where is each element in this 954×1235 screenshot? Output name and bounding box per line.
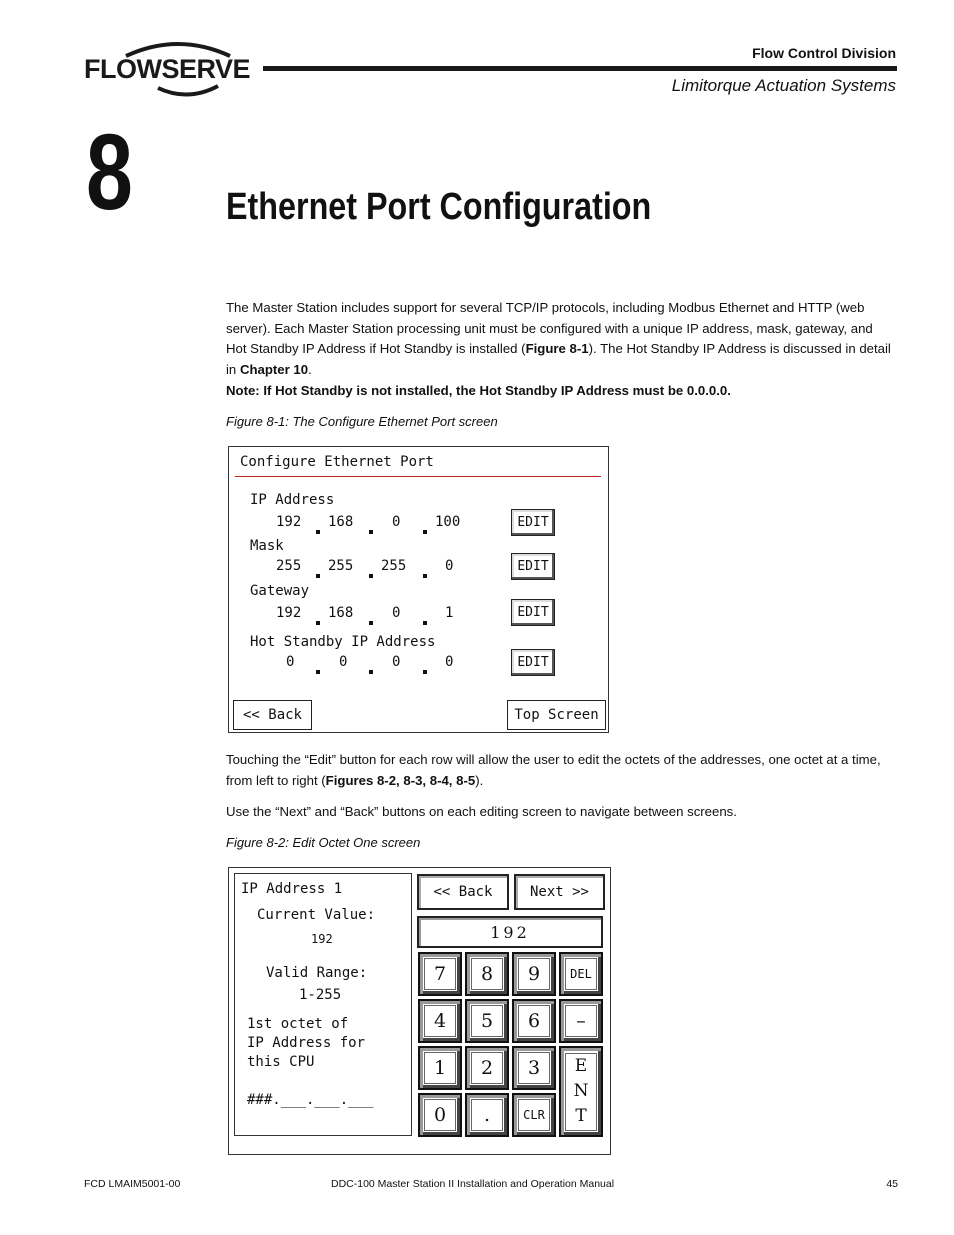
title-underline (235, 476, 601, 477)
key-7[interactable] (418, 952, 462, 996)
octet-value: 168 (328, 514, 354, 530)
mask-label: Mask (250, 538, 284, 554)
edit-hot-standby-button[interactable]: EDIT (511, 649, 555, 676)
intro-text-3: . (308, 361, 312, 377)
key-0-label: 0 (424, 1099, 456, 1131)
key-0[interactable] (418, 1093, 462, 1137)
octet-separator (369, 621, 373, 625)
octet-value: 192 (276, 514, 302, 530)
figure-2-caption: Figure 8-2: Edit Octet One screen (226, 835, 421, 850)
current-value-label: Current Value: (257, 907, 376, 923)
hot-standby-note: Note: If Hot Standby is not installed, the Hot Standby IP Address must be 0.0.0.0. (226, 383, 731, 398)
octet-separator (369, 670, 373, 674)
octet-value: 0 (286, 654, 295, 670)
configure-ethernet-port-screen (228, 446, 609, 733)
key-1-label: 1 (424, 1052, 456, 1084)
key-del[interactable] (559, 952, 603, 996)
octet-value: 192 (276, 605, 302, 621)
footer-doc-code: FCD LMAIM5001-00 (84, 1178, 181, 1190)
screen-title: Configure Ethernet Port (240, 454, 434, 470)
figure-1-caption: Figure 8-1: The Configure Ethernet Port screen (226, 414, 498, 429)
current-value: 192 (311, 932, 333, 946)
octet-separator (316, 621, 320, 625)
next-button[interactable]: Next >> (514, 874, 605, 910)
key-2-label: 2 (471, 1052, 503, 1084)
key-7-label: 7 (424, 958, 456, 990)
info-panel (234, 873, 412, 1136)
key-6-label: 6 (518, 1005, 550, 1037)
key-clr[interactable] (512, 1093, 556, 1137)
edit-mask-button[interactable]: EDIT (511, 553, 555, 580)
key-8-label: 8 (471, 958, 503, 990)
octet-pattern: ###.___.___.___ (247, 1092, 374, 1108)
panel-title: IP Address 1 (241, 881, 343, 897)
touch-figure-ref: Figures 8-2, 8-3, 8-4, 8-5 (325, 772, 476, 788)
intro-paragraph (226, 298, 896, 380)
key-5[interactable] (465, 999, 509, 1043)
ent-letter: E (574, 1055, 588, 1076)
key-4-label: 4 (424, 1005, 456, 1037)
intro-text-2: ). The Hot Standby IP Address is discussed in detail in (226, 341, 891, 377)
key-minus-label: – (565, 1005, 597, 1037)
key-8[interactable] (465, 952, 509, 996)
octet-separator (423, 621, 427, 625)
octet-value: 255 (276, 558, 302, 574)
intro-chapter-ref: Chapter 10 (239, 361, 309, 377)
key-9-label: 9 (518, 958, 550, 990)
octet-value: 0 (445, 558, 454, 574)
key-clr-label: CLR (518, 1099, 550, 1131)
description-line-2: IP Address for (247, 1035, 366, 1051)
octet-value: 255 (328, 558, 354, 574)
octet-separator (369, 530, 373, 534)
key-del-label: DEL (565, 958, 597, 990)
back-button[interactable]: << Back (417, 874, 509, 910)
key-dot[interactable] (465, 1093, 509, 1137)
key-enter[interactable] (559, 1046, 603, 1137)
key-5-label: 5 (471, 1005, 503, 1037)
key-4[interactable] (418, 999, 462, 1043)
key-enter-label (565, 1053, 597, 1131)
octet-separator (316, 530, 320, 534)
octet-separator (369, 574, 373, 578)
ent-letter: N (573, 1080, 589, 1101)
octet-value: 255 (381, 558, 407, 574)
footer-manual-title: DDC-100 Master Station II Installation and Operation Manual (331, 1178, 615, 1190)
key-3-label: 3 (518, 1052, 550, 1084)
touch-text-1: Touching the “Edit” button for each row will allow the user to edit the octets of the addresses, one octet at a time, from left to right ( (226, 752, 881, 788)
octet-value: 1 (445, 605, 454, 621)
valid-range-label: Valid Range: (266, 965, 368, 981)
key-9[interactable] (512, 952, 556, 996)
key-3[interactable] (512, 1046, 556, 1090)
logo-swoosh-icon (118, 38, 238, 100)
octet-value: 168 (328, 605, 354, 621)
logo-text: FLOWSERVE (84, 54, 251, 84)
octet-value: 0 (445, 654, 454, 670)
key-6[interactable] (512, 999, 556, 1043)
ent-letter: T (575, 1106, 587, 1127)
octet-separator (423, 530, 427, 534)
hot-standby-ip-label: Hot Standby IP Address (250, 634, 436, 650)
gateway-label: Gateway (250, 583, 310, 599)
key-minus[interactable] (559, 999, 603, 1043)
chapter-number: 8 (86, 111, 133, 232)
octet-value: 0 (392, 654, 401, 670)
description-line-3: this CPU (247, 1054, 315, 1070)
touch-text-2: ). (475, 772, 484, 788)
key-dot-label: . (471, 1099, 503, 1131)
intro-text-1: The Master Station includes support for several TCP/IP protocols, including Modbus Ethernet and HTTP (web server). Each Master Station processing unit must be configured with a unique IP address, mask, gateway, and Hot Standby IP Address if Hot Standby is installed ( (226, 300, 873, 356)
header-rule (263, 66, 897, 71)
top-screen-button[interactable]: Top Screen (507, 700, 606, 730)
key-2[interactable] (465, 1046, 509, 1090)
octet-separator (316, 670, 320, 674)
nav-paragraph: Use the “Next” and “Back” buttons on each editing screen to navigate between screens. (226, 804, 737, 819)
description-line-1: 1st octet of (247, 1016, 349, 1032)
octet-separator (423, 574, 427, 578)
subdivision-label: Limitorque Actuation Systems (671, 76, 896, 95)
key-1[interactable] (418, 1046, 462, 1090)
touch-paragraph (226, 750, 896, 791)
chapter-title: Ethernet Port Configuration (226, 186, 652, 228)
intro-figure-ref: Figure 8-1 (525, 341, 589, 356)
octet-value: 100 (435, 514, 461, 530)
edit-ip-address-button[interactable]: EDIT (511, 509, 555, 536)
ip-address-label: IP Address (250, 492, 335, 508)
octet-value: 0 (339, 654, 348, 670)
division-label: Flow Control Division (752, 45, 896, 61)
edit-octet-one-screen (228, 867, 611, 1155)
back-button[interactable]: << Back (233, 700, 312, 730)
value-display: 192 (417, 916, 603, 948)
octet-value: 0 (392, 605, 401, 621)
footer-page-number: 45 (886, 1178, 898, 1190)
valid-range-value: 1-255 (299, 987, 342, 1003)
edit-gateway-button[interactable]: EDIT (511, 599, 555, 626)
octet-separator (316, 574, 320, 578)
octet-separator (423, 670, 427, 674)
octet-value: 0 (392, 514, 401, 530)
